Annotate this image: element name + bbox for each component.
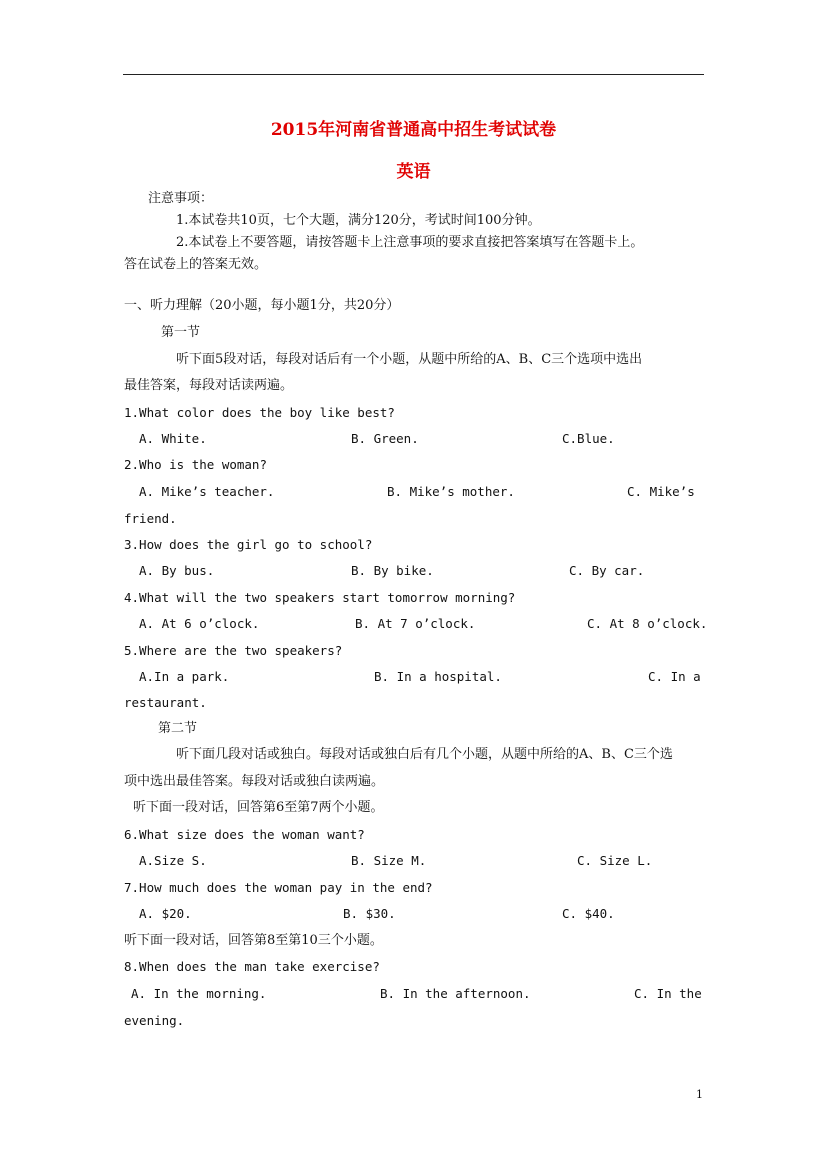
q3-option-a: A. By bus. [139, 563, 215, 578]
q2-option-a: A. Mike’s teacher. [139, 484, 275, 499]
q4-option-a: A. At 6 o’clock. [139, 616, 260, 631]
notice-heading: 注意事项： [148, 191, 214, 206]
part-2-instructions: 听下面几段对话或独白。每段对话或独白后有几个小题，从题中所给的A、B、C三个选 [176, 747, 673, 762]
q6-option-a: A.Size S. [139, 853, 207, 868]
q8-option-b: B. In the afternoon. [380, 986, 531, 1001]
q5-option-c-cont: restaurant. [124, 695, 207, 710]
q7-option-b: B. $30. [343, 906, 396, 921]
question-2: 2.Who is the woman? [124, 457, 267, 472]
q2-option-b: B. Mike’s mother. [387, 484, 515, 499]
dialogue-2-instruction: 听下面一段对话，回答第8至第10三个小题。 [124, 933, 383, 948]
section-heading: 一、听力理解（20小题，每小题1分，共20分） [124, 298, 400, 313]
q4-option-c: C. At 8 o’clock. [587, 616, 708, 631]
notice-item-2-cont: 答在试卷上的答案无效。 [124, 257, 268, 272]
q7-option-c: C. $40. [562, 906, 615, 921]
part-2-instructions-cont: 项中选出最佳答案。每段对话或独白读两遍。 [124, 774, 385, 789]
part-1-heading: 第一节 [161, 325, 201, 340]
q6-option-c: C. Size L. [577, 853, 653, 868]
notice-item-1: 1.本试卷共10页，七个大题，满分120分，考试时间100分钟。 [176, 213, 541, 228]
q1-option-b: B. Green. [351, 431, 419, 446]
exam-subject: 英语 [396, 162, 431, 182]
q3-option-c: C. By car. [569, 563, 645, 578]
question-7: 7.How much does the woman pay in the end? [124, 880, 433, 895]
question-6: 6.What size does the woman want? [124, 827, 365, 842]
q2-option-c-cont: friend. [124, 511, 177, 526]
question-1: 1.What color does the boy like best? [124, 405, 395, 420]
q5-option-b: B. In a hospital. [374, 669, 502, 684]
exam-title: 2015年河南省普通高中招生考试试卷 [270, 120, 557, 140]
q7-option-a: A. $20. [139, 906, 192, 921]
header-rule [123, 74, 704, 75]
q5-option-a: A.In a park. [139, 669, 230, 684]
part-1-instructions: 听下面5段对话，每段对话后有一个小题，从题中所给的A、B、C三个选项中选出 [176, 352, 643, 367]
q1-option-a: A. White. [139, 431, 207, 446]
part-1-instructions-cont: 最佳答案，每段对话读两遍。 [124, 378, 294, 393]
question-4: 4.What will the two speakers start tomorrow morning? [124, 590, 516, 605]
q3-option-b: B. By bike. [351, 563, 434, 578]
q8-option-a: A. In the morning. [131, 986, 267, 1001]
q6-option-b: B. Size M. [351, 853, 427, 868]
dialogue-1-instruction: 听下面一段对话，回答第6至第7两个小题。 [133, 800, 384, 815]
q5-option-c: C. In a [648, 669, 701, 684]
question-3: 3.How does the girl go to school? [124, 537, 373, 552]
q4-option-b: B. At 7 o’clock. [355, 616, 476, 631]
notice-item-2: 2.本试卷上不要答题，请按答题卡上注意事项的要求直接把答案填写在答题卡上。 [176, 235, 644, 250]
question-8: 8.When does the man take exercise? [124, 959, 380, 974]
q2-option-c: C. Mike’s [627, 484, 695, 499]
q8-option-c-cont: evening. [124, 1013, 185, 1028]
part-2-heading: 第二节 [158, 721, 198, 736]
page-number: 1 [696, 1088, 703, 1101]
question-5: 5.Where are the two speakers? [124, 643, 343, 658]
q8-option-c: C. In the [634, 986, 702, 1001]
q1-option-c: C.Blue. [562, 431, 615, 446]
